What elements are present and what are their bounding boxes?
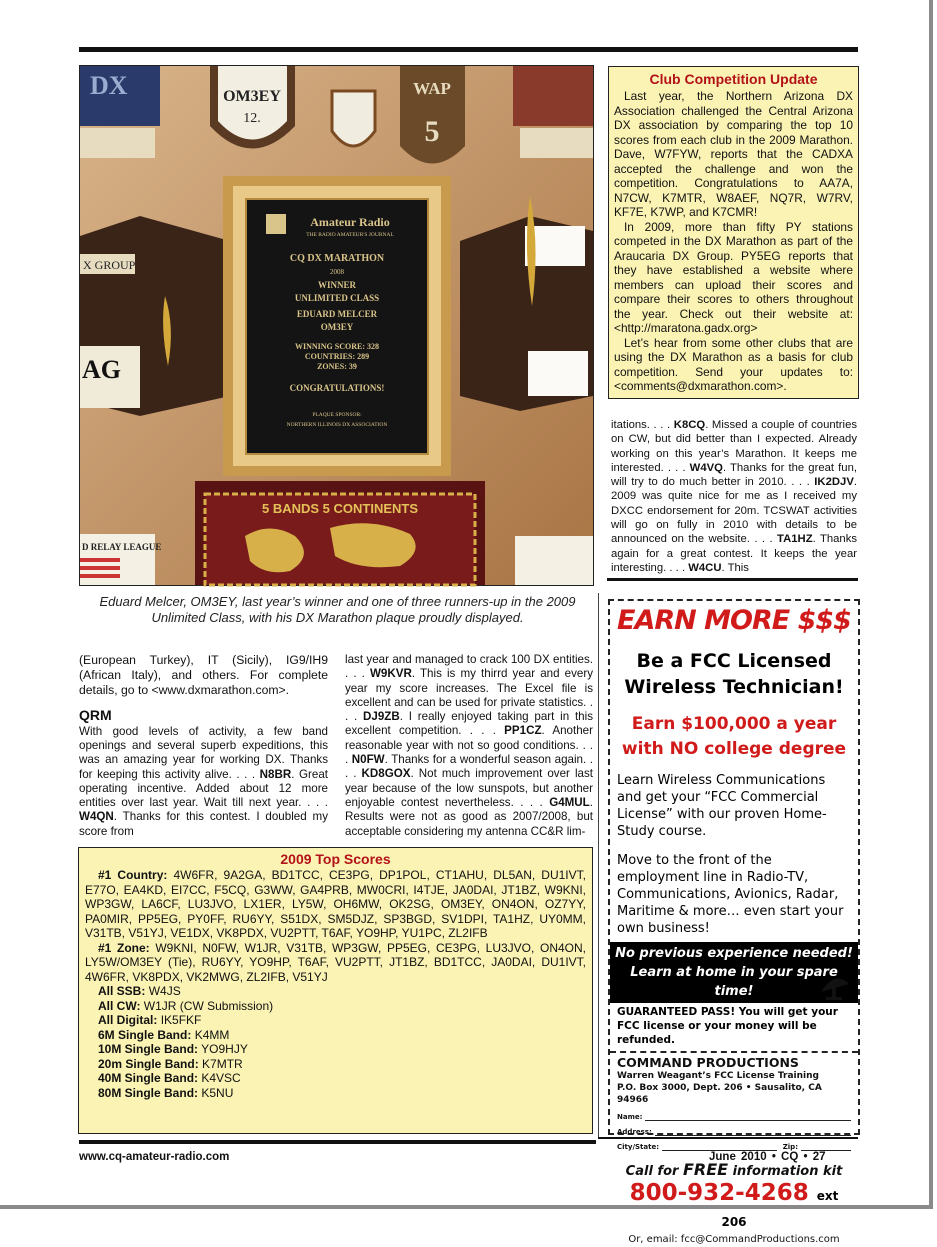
- text-run: itations. . . .: [611, 419, 674, 431]
- score-label: 80M Single Band:: [98, 1085, 199, 1100]
- plaque-line-2: CQ DX MARATHON: [289, 253, 385, 264]
- text-run: . Great operating incentive. Added about 12 more entities over last year. Wait till next year. . . .: [79, 767, 328, 810]
- callsign: K8CQ: [673, 419, 706, 431]
- bands-sign: 5 BANDS 5 CONTINENTS: [261, 501, 419, 516]
- ad-headline: EARN MORE $$$: [617, 605, 851, 636]
- right-column-rule: [607, 578, 858, 581]
- plaque-line-8: WINNING SCORE: 328: [294, 342, 380, 351]
- ad-guarantee: GUARANTEED PASS! You will get your FCC license or your money will be refunded.: [617, 1006, 838, 1046]
- club-competition-box: [608, 66, 859, 399]
- score-label: #1 Country:: [98, 868, 168, 882]
- score-item: [85, 999, 586, 1014]
- ad-earn-heading: [610, 712, 858, 762]
- score-label: All SSB:: [98, 984, 146, 998]
- club-box-paragraph-2: In 2009, more than fifty PY stations competed in the DX Marathon as part of the Araucaria DX Group. PY5EG reports that they have established a website where members can upload their scores and compare their scores to others throughout the year. Check out their website at: <http://maratona.gadx.org>: [614, 219, 853, 335]
- footer-page-info: June 2010 • CQ • 27: [709, 1151, 826, 1163]
- callsign: KD8GOX: [361, 767, 411, 781]
- score-value: K5NU: [201, 1085, 234, 1100]
- text-run: . Thanks for this contest. I doubled my score from: [79, 810, 328, 838]
- club-box-title: Club Competition Update: [649, 71, 818, 87]
- callsign: W9KVR: [369, 667, 412, 681]
- coupon-address-field[interactable]: [617, 1127, 851, 1136]
- ad-address: P.O. Box 3000, Dept. 206 • Sausalito, CA 94966: [617, 1083, 822, 1105]
- text-run: . Another reasonable year with not so good conditions. . . .: [345, 724, 593, 767]
- ad-licensed-line: Be a FCC Licensed: [636, 650, 832, 672]
- callsign: N0FW: [351, 753, 385, 767]
- score-label: All Digital:: [98, 1013, 158, 1027]
- field-line[interactable]: [801, 1142, 851, 1151]
- score-label: #1 Zone:: [98, 940, 150, 955]
- callsign: TA1HZ: [777, 533, 813, 546]
- club-box-paragraph-3: Let’s hear from some other clubs that are using the DX Marathon as a basis for club competition. Send your updates to: <comments@dxmarathon.com>.: [614, 335, 853, 393]
- callsign: W4CU: [688, 561, 722, 574]
- top-rule: [79, 47, 858, 52]
- text-run: . This is my thirrd year and every year my score increases. The Excel file is excellent and can be used for private statistics. . . .: [345, 667, 594, 724]
- text-run: FREE: [682, 1160, 729, 1179]
- score-value: IK5FKF: [160, 1013, 202, 1027]
- coupon-city-zip-field[interactable]: [617, 1142, 851, 1151]
- ad-licensed-heading: [610, 648, 858, 700]
- callsign: W4QN: [79, 810, 114, 824]
- plaque-line-11: CONGRATULATIONS!: [289, 383, 385, 393]
- plaque-line-10: ZONES: 39: [317, 362, 357, 371]
- shield-om3ey-text: OM3EY: [223, 88, 281, 105]
- ad-divider: [598, 593, 599, 1138]
- wap-number: 5: [424, 115, 440, 148]
- plaque-line-1: THE RADIO AMATEUR'S JOURNAL: [306, 232, 394, 238]
- bottom-rule: [79, 1140, 596, 1144]
- ad-move-text: Move to the front of the employment line in Radio-TV, Communications, Avionics, Radar, Maritime & more… even start your own business!: [617, 853, 844, 936]
- text-run: . Missed a couple of countries on CW, but did better than I expected. Already working on this year’s Marathon. It keeps me interested. . . .: [611, 419, 857, 474]
- text-run: . Thanks for a wonderful season again. . . .: [345, 753, 593, 781]
- score-item: [85, 984, 586, 999]
- text-run: . I really enjoyed taking part in this excellent competition. . . .: [345, 710, 593, 738]
- ad-training: Warren Weagant’s FCC License Training: [617, 1071, 819, 1081]
- score-value: W1JR (CW Submission): [143, 998, 274, 1013]
- ad-earn-line: Earn $100,000 a year: [631, 714, 837, 734]
- field-line[interactable]: [655, 1127, 851, 1136]
- text-run: last year and managed to crack 100 DX entities. . . .: [345, 653, 593, 681]
- plaque-line-4: WINNER: [317, 280, 357, 290]
- ad-phone[interactable]: [617, 1180, 851, 1232]
- ag-sign: AG: [82, 355, 121, 384]
- body-column-2: [345, 653, 593, 839]
- plaque-line-12: PLAQUE SPONSOR:: [312, 412, 362, 418]
- top-scores-box: [78, 847, 593, 1134]
- field-line[interactable]: [662, 1142, 777, 1151]
- score-value: K7MTR: [202, 1056, 243, 1071]
- score-list: 4W6FR, 9A2GA, BD1TCC, CE3PG, DP1POL, CT1AHU, DL5AN, DU1IVT, E77O, EA4KD, EI7CC, F5CQ, G3WW, GA4PRB, MW0CRI, I4TJE, JA0DAI, JT1BZ, W9KNI, WP3GW, LA6CF, LU3JVO, LX1ER, LY5W, OH6MW, OK2SG, OM3EY, ON4ON, OZ7YY, PA0MIR, PP5EG, PY0FF, RU6YY, S51DX, SM5DJZ, SP3BGD, SV1DPI, TA1HZ, UY0MM, V31TB, V51YJ, VE1DX, VK8PDX, VU2PTT, T6AF, YO9HP, YU1PC, ZL2IFB: [85, 868, 586, 940]
- score-value: W4JS: [148, 984, 181, 998]
- phone-number[interactable]: 800-932-4268: [629, 1180, 809, 1206]
- score-value: YO9HJY: [201, 1042, 248, 1056]
- callsign: W4VQ: [689, 461, 723, 474]
- field-label: City/State:: [617, 1143, 660, 1151]
- top-country-paragraph: [85, 868, 586, 941]
- text-run: . This: [721, 561, 749, 574]
- score-label: 40M Single Band:: [98, 1071, 199, 1085]
- ad-company: COMMAND PRODUCTIONS: [617, 1055, 799, 1070]
- ad-band-line: No previous experience needed!: [615, 946, 853, 961]
- shield-number-text: 12.: [243, 111, 261, 126]
- text-run: . Not much improvement over last year because of the low sunspots, but another enjoyable contest nevertheless. . . .: [345, 767, 593, 809]
- ad-band-line: Learn at home in your spare time!: [630, 965, 838, 999]
- score-item: [85, 1013, 586, 1028]
- ad-email[interactable]: Or, email: fcc@CommandProductions.com: [628, 1234, 840, 1245]
- top-zone-paragraph: [85, 941, 586, 985]
- field-label: Address:: [617, 1128, 652, 1136]
- relay-sign: D RELAY LEAGUE: [82, 542, 162, 552]
- ad-earn-line: with NO college degree: [621, 739, 847, 759]
- group-sign: X GROUP: [83, 258, 136, 272]
- column-2-paragraph: [345, 653, 593, 839]
- phone-extension: ext 206: [721, 1189, 839, 1229]
- score-label: 6M Single Band:: [98, 1027, 192, 1042]
- qrm-heading: QRM: [79, 707, 112, 724]
- plaque-line-3: 2008: [330, 268, 344, 276]
- plaque-line-0: Amateur Radio: [310, 215, 390, 229]
- plaque-photo: [79, 65, 594, 586]
- column-lead-text: (European Turkey), IT (Sicily), IG9/IH9 (African Italy), and others. For complete details, go to <www.dxmarathon.com>.: [79, 653, 328, 697]
- footer-website[interactable]: www.cq-amateur-radio.com: [79, 1151, 230, 1163]
- field-line[interactable]: [645, 1112, 851, 1121]
- ad-licensed-line: Wireless Technician!: [624, 676, 844, 698]
- score-label: 20m Single Band:: [98, 1056, 199, 1071]
- score-item: [85, 1057, 586, 1072]
- text-run: Call for: [625, 1164, 683, 1179]
- text-run: . Thanks again for a great contest. It keeps the year interesting. . . .: [611, 533, 857, 574]
- callsign: G4MUL: [549, 795, 590, 809]
- plaque-line-5: UNLIMITED CLASS: [294, 293, 380, 303]
- callsign: IK2DJV: [814, 476, 854, 489]
- score-list: W9KNI, N0FW, W1JR, V31TB, WP3GW, PP5EG, CE3PG, LU3JVO, ON4ON, LY5W/OM3EY (Tie), RU6YY, YO9HP, T6AF, VU2PTT, JT1BZ, BD1TCC, JA0DAI, DU1IVT, 4W6FR, VK8PDX, VK2MWG, ZL2IFB, V51YJ: [85, 940, 586, 984]
- score-value: K4MM: [194, 1027, 230, 1042]
- field-label: Zip:: [782, 1143, 798, 1151]
- score-label: All CW:: [98, 998, 141, 1013]
- coupon-name-field[interactable]: [617, 1112, 851, 1121]
- plaque-line-6: EDUARD MELCER: [296, 309, 378, 319]
- score-item: [85, 1086, 586, 1101]
- score-item: [85, 1042, 586, 1057]
- callsign: N8BR: [259, 767, 292, 781]
- text-run: . Thanks for the great fun, will try to do much better in 2010. . . .: [611, 461, 857, 489]
- plaque-line-13: NORTHERN ILLINOIS DX ASSOCIATION: [286, 422, 388, 428]
- satellite-dish-icon: [818, 974, 852, 1000]
- score-value: K4VSC: [201, 1071, 241, 1085]
- text-run: information kit: [728, 1164, 843, 1179]
- score-item: [85, 1028, 586, 1043]
- plaque-line-7: OM3EY: [320, 322, 354, 332]
- text-run: With good levels of activity, a few band openings and several superb expeditions, this was an amazing year for working DX. Thanks for keeping this activity alive. . . .: [79, 724, 328, 781]
- field-label: Name:: [617, 1113, 643, 1121]
- qrm-paragraph: [79, 725, 328, 839]
- score-item: [85, 1071, 586, 1086]
- photo-caption: Eduard Melcer, OM3EY, last year’s winner and one of three runners-up in the 2009 Unlimited Class, with his DX Marathon plaque proudly displayed.: [99, 594, 576, 625]
- ad-learn-text: Learn Wireless Communications and get your “FCC Commercial License” with our proven Home-Study course.: [617, 773, 827, 839]
- callsign: DJ9ZB: [363, 710, 400, 724]
- club-box-paragraph-1: Last year, the Northern Arizona DX Association challenged the Central Arizona DX association by comparing the top 10 scores from each club in the 2009 Marathon. Dave, W7FYW, reports that the CADXA accepted the challenge and won the competition. Congratulations to AA7A, N7CW, K7MTR, W8AEF, NQ7R, W7RV, KF7E, K7WP, and K7CMR!: [614, 89, 853, 219]
- callsign: PP1CZ: [504, 724, 542, 738]
- right-column-text: [611, 418, 857, 575]
- wap-text: WAP: [413, 79, 451, 98]
- ad-coupon: [610, 1051, 858, 1247]
- top-scores-title: 2009 Top Scores: [280, 851, 391, 867]
- score-label: 10M Single Band:: [98, 1042, 199, 1056]
- text-run: . 2009 was quite nice for me as I received my DXCC endorsement for 20m. TCSWAT activities will go on fully in 2010 with details to be announced on the website. . . .: [611, 476, 857, 546]
- plaque-line-9: COUNTRIES: 289: [304, 352, 370, 361]
- dx-sign: DX: [90, 71, 128, 100]
- body-column-1: [79, 653, 328, 839]
- text-run: . Results were not as good as 2007/2008, but acceptable considering my antenna CC&R lim-: [345, 795, 593, 838]
